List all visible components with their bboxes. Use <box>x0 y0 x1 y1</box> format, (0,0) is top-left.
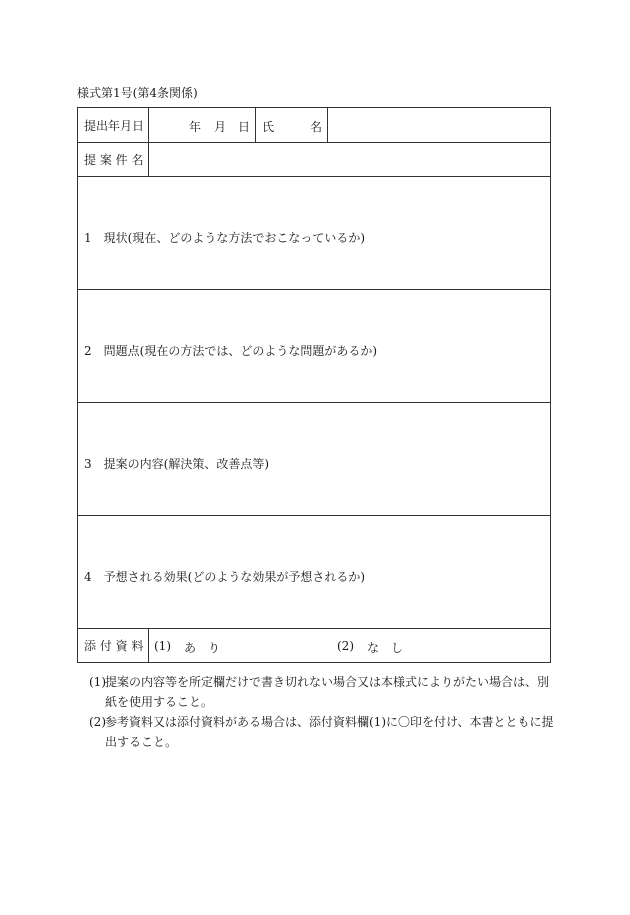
notes <box>77 672 557 752</box>
submission-date-label: 提出年月日 <box>78 108 149 143</box>
month-label: 月 <box>214 120 227 134</box>
name-field[interactable] <box>328 108 551 143</box>
note-item <box>77 712 557 752</box>
proposal-title-row <box>78 143 551 177</box>
section4-heading: 4 予想される効果(どのような効果が予想されるか) <box>84 569 366 584</box>
submission-date-field[interactable] <box>149 108 256 143</box>
section-problems <box>78 290 551 403</box>
proposal-content-field[interactable] <box>78 403 551 516</box>
note-number: (1) <box>89 675 106 689</box>
attachment-options[interactable] <box>149 629 551 663</box>
note-item <box>77 672 557 712</box>
name-label-1: 氏 <box>262 120 275 134</box>
note-number: (2) <box>89 715 106 729</box>
option1-text[interactable]: あ り <box>184 641 221 655</box>
option2-number: (2) <box>337 639 354 653</box>
day-label: 日 <box>238 120 251 134</box>
name-label-2: 名 <box>310 120 323 134</box>
section-expected-effects <box>78 516 551 629</box>
name-label-cell <box>256 108 328 143</box>
proposal-title-label: 提 案 件 名 <box>78 143 149 177</box>
submission-row <box>78 108 551 143</box>
section1-heading: 1 現状(現在、どのような方法でおこなっているか) <box>84 230 366 245</box>
section2-heading: 2 問題点(現在の方法では、どのような問題があるか) <box>84 343 378 358</box>
problems-field[interactable] <box>78 290 551 403</box>
current-state-field[interactable] <box>78 177 551 290</box>
option1-number: (1) <box>154 639 171 653</box>
section3-heading: 3 提案の内容(解決策、改善点等) <box>84 456 269 471</box>
note-text: 提案の内容等を所定欄だけで書き切れない場合又は本様式によりがたい場合は、別紙を使用すること。 <box>105 675 550 709</box>
option2-text[interactable]: な し <box>367 641 404 655</box>
form-title: 様式第1号(第4条関係) <box>77 86 198 100</box>
expected-effects-field[interactable] <box>78 516 551 629</box>
note-text: 参考資料又は添付資料がある場合は、添付資料欄(1)に〇印を付け、本書とともに提出すること。 <box>105 715 554 749</box>
section-proposal-content <box>78 403 551 516</box>
section-current-state <box>78 177 551 290</box>
year-label: 年 <box>189 120 202 134</box>
attachment-row <box>78 629 551 663</box>
proposal-title-field[interactable] <box>149 143 551 177</box>
proposal-form-table <box>77 107 551 663</box>
attachment-label: 添 付 資 料 <box>78 629 149 663</box>
